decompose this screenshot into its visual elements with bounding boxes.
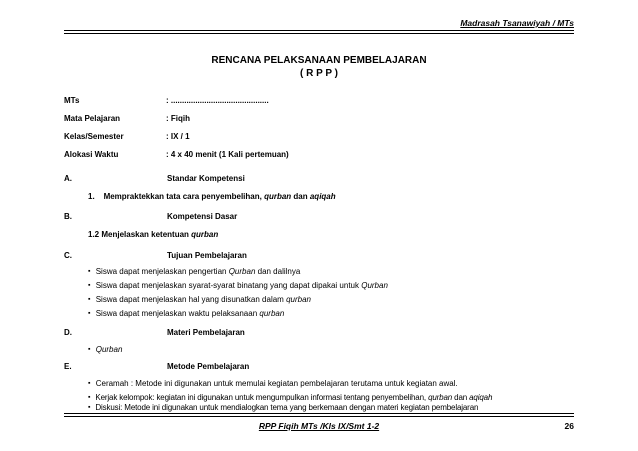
- section-c-bullet-3: [88, 295, 311, 304]
- item-text: Mempraktekkan tata cara penyembelihan,: [103, 192, 265, 201]
- title-line-2: ( R P P ): [300, 68, 338, 79]
- info-label: MTs: [64, 96, 80, 105]
- item-number: 1.: [88, 192, 95, 201]
- section-letter: B.: [64, 212, 72, 221]
- info-value: : 4 x 40 menit (1 Kali pertemuan): [166, 150, 289, 159]
- section-a-item: [88, 192, 336, 201]
- section-title: Standar Kompetensi: [167, 174, 245, 183]
- bullet-text: Kerjak kelompok: kegiatan ini digunakan untuk mengumpulkan informasi tentang penyembelihan,: [95, 393, 429, 402]
- header-rule-2: [64, 33, 574, 34]
- bullet-text: Siswa dapat menjelaskan pengertian: [95, 267, 229, 276]
- info-label: Mata Pelajaran: [64, 114, 121, 123]
- header-rule: [64, 30, 574, 31]
- section-e-bullet-2: [88, 393, 492, 402]
- bullet-emphasis: Qurban: [361, 281, 388, 290]
- footer-text: RPP Fiqih MTs /Kls IX/Smt 1-2: [258, 421, 380, 431]
- footer-rule-2: [64, 416, 574, 417]
- section-c-bullet-4: [88, 309, 284, 318]
- bullet-emphasis: Qurban: [228, 267, 256, 276]
- section-letter: E.: [64, 362, 72, 371]
- bullet-text: Ceramah : Metode ini digunakan untuk memulai kegiatan pembelajaran terutama untuk kegiatan awal.: [95, 379, 458, 388]
- bullet-text: Siswa dapat menjelaskan waktu pelaksanaan: [95, 309, 260, 318]
- bullet-emphasis: qurban: [286, 295, 311, 304]
- item-emphasis: qurban: [191, 230, 219, 239]
- page-number: 26: [564, 421, 574, 431]
- title-line-1: RENCANA PELAKSANAAN PEMBELAJARAN: [211, 55, 427, 66]
- info-value: : IX / 1: [166, 132, 190, 141]
- item-emphasis: aqiqah: [309, 192, 336, 201]
- section-e-bullet-3: [88, 403, 478, 412]
- section-letter: C.: [64, 251, 72, 260]
- bullet-emphasis: Qurban: [95, 345, 123, 354]
- bullet-emphasis: aqiqah: [469, 393, 493, 402]
- item-text: dan: [291, 192, 310, 201]
- info-value: : Fiqih: [166, 114, 190, 123]
- section-title: Kompetensi Dasar: [167, 212, 238, 221]
- section-b-item: [88, 230, 218, 239]
- section-title: Tujuan Pembelajaran: [167, 251, 247, 260]
- bullet-text: dan: [452, 393, 470, 402]
- item-text: 1.2 Menjelaskan ketentuan: [88, 230, 192, 239]
- bullet-emphasis: qurban: [428, 393, 453, 402]
- section-title: Materi Pembelajaran: [167, 328, 245, 337]
- item-emphasis: qurban: [264, 192, 292, 201]
- footer-rule: [64, 413, 574, 414]
- bullet-text: dan dalilnya: [255, 267, 301, 276]
- bullet-emphasis: qurban: [259, 309, 285, 318]
- section-letter: A.: [64, 174, 72, 183]
- section-c-bullet-2: [88, 281, 388, 290]
- bullet-text: Diskusi: Metode ini digunakan untuk mendialogkan tema yang berkemaan dengan materi kegiatan pembelajaran: [95, 403, 479, 412]
- section-title: Metode Pembelajaran: [167, 362, 250, 371]
- header-institution: Madrasah Tsanawiyah / MTs: [460, 18, 574, 28]
- info-value: : ............................................: [166, 96, 269, 105]
- section-c-bullet-1: [88, 267, 300, 276]
- section-e-bullet-1: [88, 379, 458, 388]
- bullet-text: Siswa dapat menjelaskan hal yang disunatkan dalam: [95, 295, 287, 304]
- section-letter: D.: [64, 328, 72, 337]
- section-d-bullet-1: [88, 345, 122, 354]
- info-label: Alokasi Waktu: [64, 150, 119, 159]
- info-label: Kelas/Semester: [64, 132, 124, 141]
- document-title: [0, 54, 638, 80]
- bullet-text: Siswa dapat menjelaskan syarat-syarat binatang yang dapat dipakai untuk: [95, 281, 362, 290]
